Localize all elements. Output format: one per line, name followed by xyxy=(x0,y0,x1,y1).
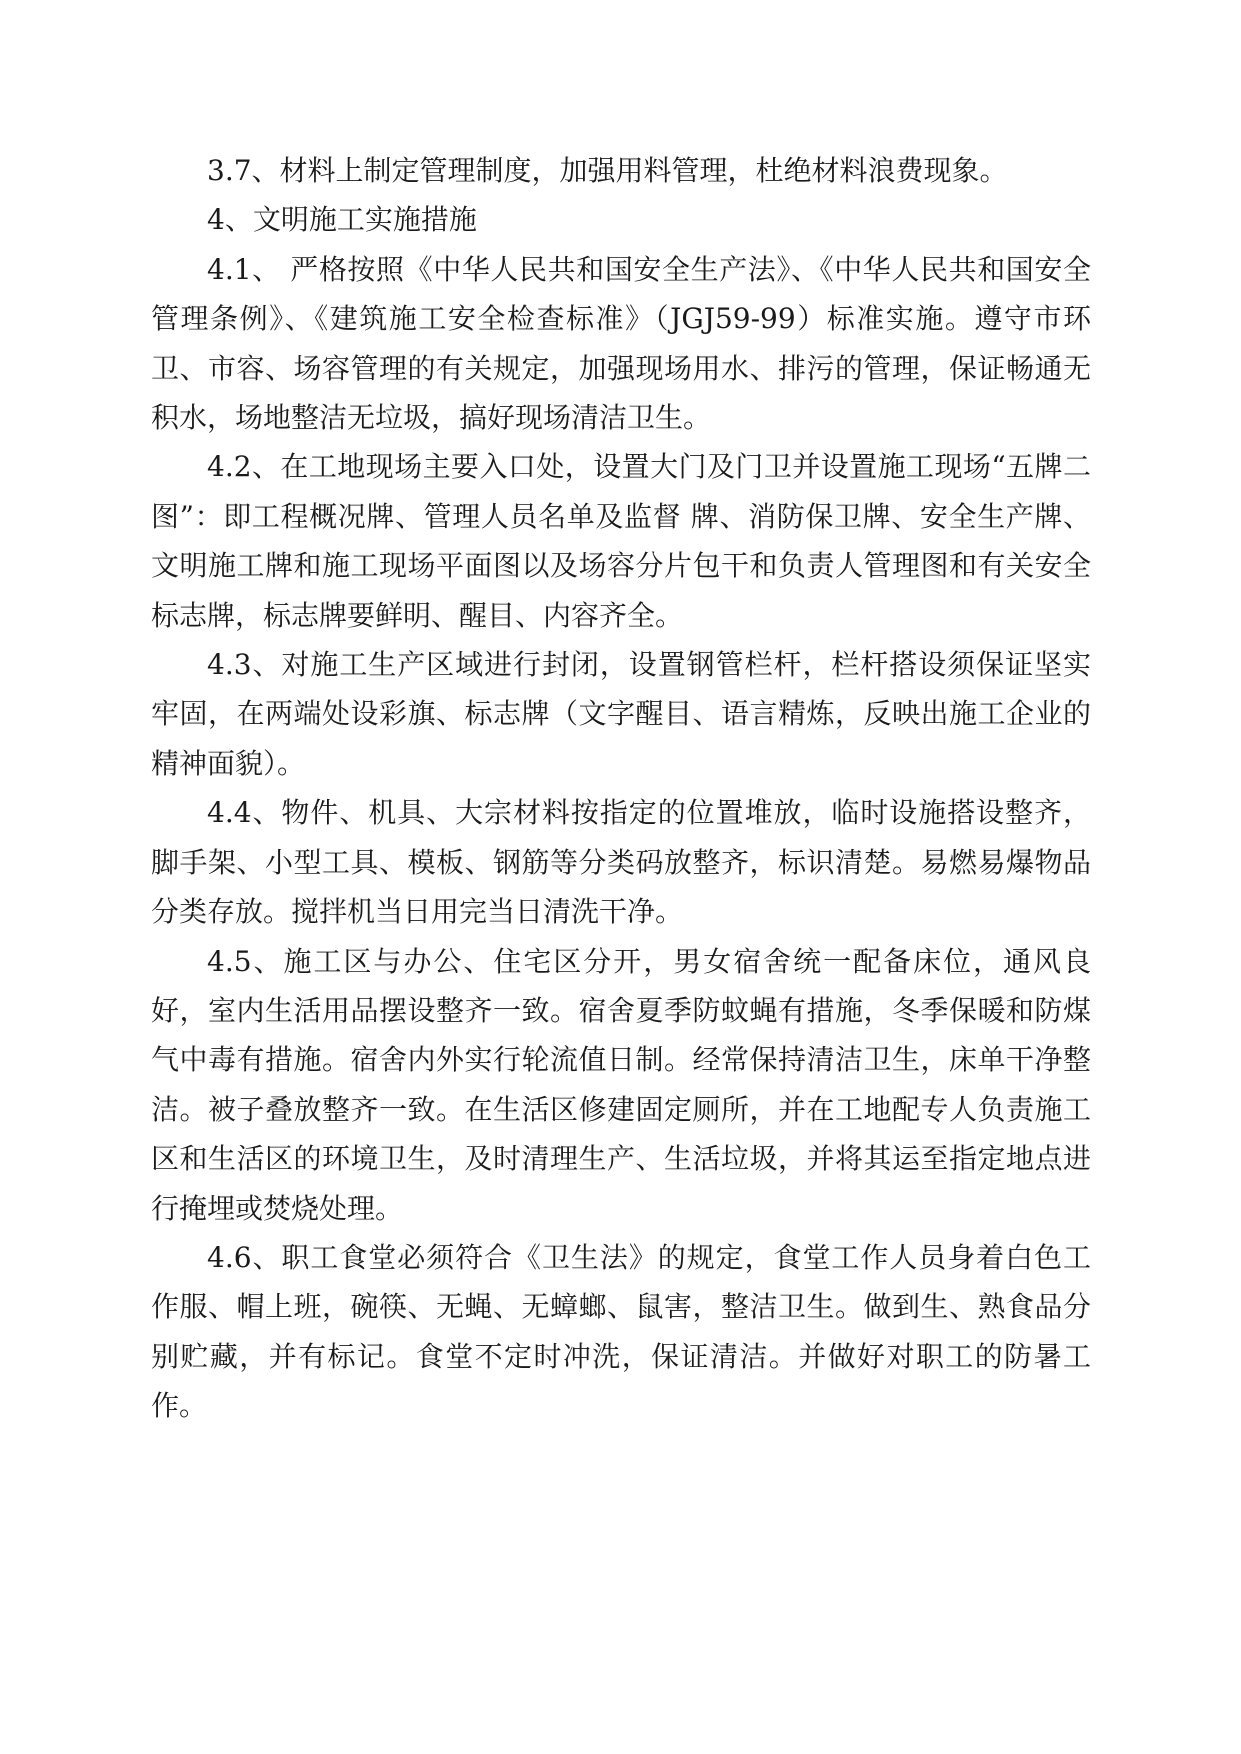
paragraph-4-5: 4.5、施工区与办公、住宅区分开，男女宿舍统一配备床位，通风良好，室内生活用品摆设整齐一致。宿舍夏季防蚊蝇有措施，冬季保暖和防煤气中毒有措施。宿舍内外实行轮流值日制。经常保持清洁卫生，床单干净整洁。被子叠放整齐一致。在生活区修建固定厕所，并在工地配专人负责施工区和生活区的环境卫生，及时清理生产、生活垃圾，并将其运至指定地点进行掩埋或焚烧处理。 xyxy=(151,944,1091,1225)
document-body xyxy=(151,146,1091,1431)
section-heading-4: 4、文明施工实施措施 xyxy=(207,203,477,237)
paragraph-3-7: 3.7、材料上制定管理制度，加强用料管理，杜绝材料浪费现象。 xyxy=(207,154,1008,187)
paragraph-4-4: 4.4、物件、机具、大宗材料按指定的位置堆放，临时设施搭设整齐，脚手架、小型工具、模板、钢筋等分类码放整齐，标识清楚。易燃易爆物品分类存放。搅拌机当日用完当日清洗干净。 xyxy=(151,796,1091,929)
paragraph-4-1: 4.1、 严格按照《中华人民共和国安全生产法》、《中华人民共和国安全管理条例》、《建筑施工安全检查标准》（JGJ59-99）标准实施。遵守市环卫、市容、场容管理的有关规定，加强现场用水、排污的管理，保证畅通无积水，场地整洁无垃圾，搞好现场清洁卫生。 xyxy=(151,252,1091,435)
paragraph-4-2: 4.2、在工地现场主要入口处，设置大门及门卫并设置施工现场“五牌二图”：即工程概况牌、管理人员名单及监督 牌、消防保卫牌、安全生产牌、文明施工牌和施工现场平面图以及场容分片包干和负责人管理图和有关安全标志牌，标志牌要鲜明、醒目、内容齐全。 xyxy=(151,450,1091,632)
paragraph-4-3: 4.3、对施工生产区域进行封闭，设置钢管栏杆，栏杆搭设须保证坚实牢固，在两端处设彩旗、标志牌（文字醒目、语言精炼，反映出施工企业的精神面貌）。 xyxy=(151,648,1091,780)
paragraph-4-6: 4.6、职工食堂必须符合《卫生法》的规定，食堂工作人员身着白色工作服、帽上班，碗筷、无蝇、无蟑螂、鼠害，整洁卫生。做到生、熟食品分别贮藏，并有标记。食堂不定时冲洗，保证清洁。并做好对职工的防暑工作。 xyxy=(151,1240,1091,1423)
